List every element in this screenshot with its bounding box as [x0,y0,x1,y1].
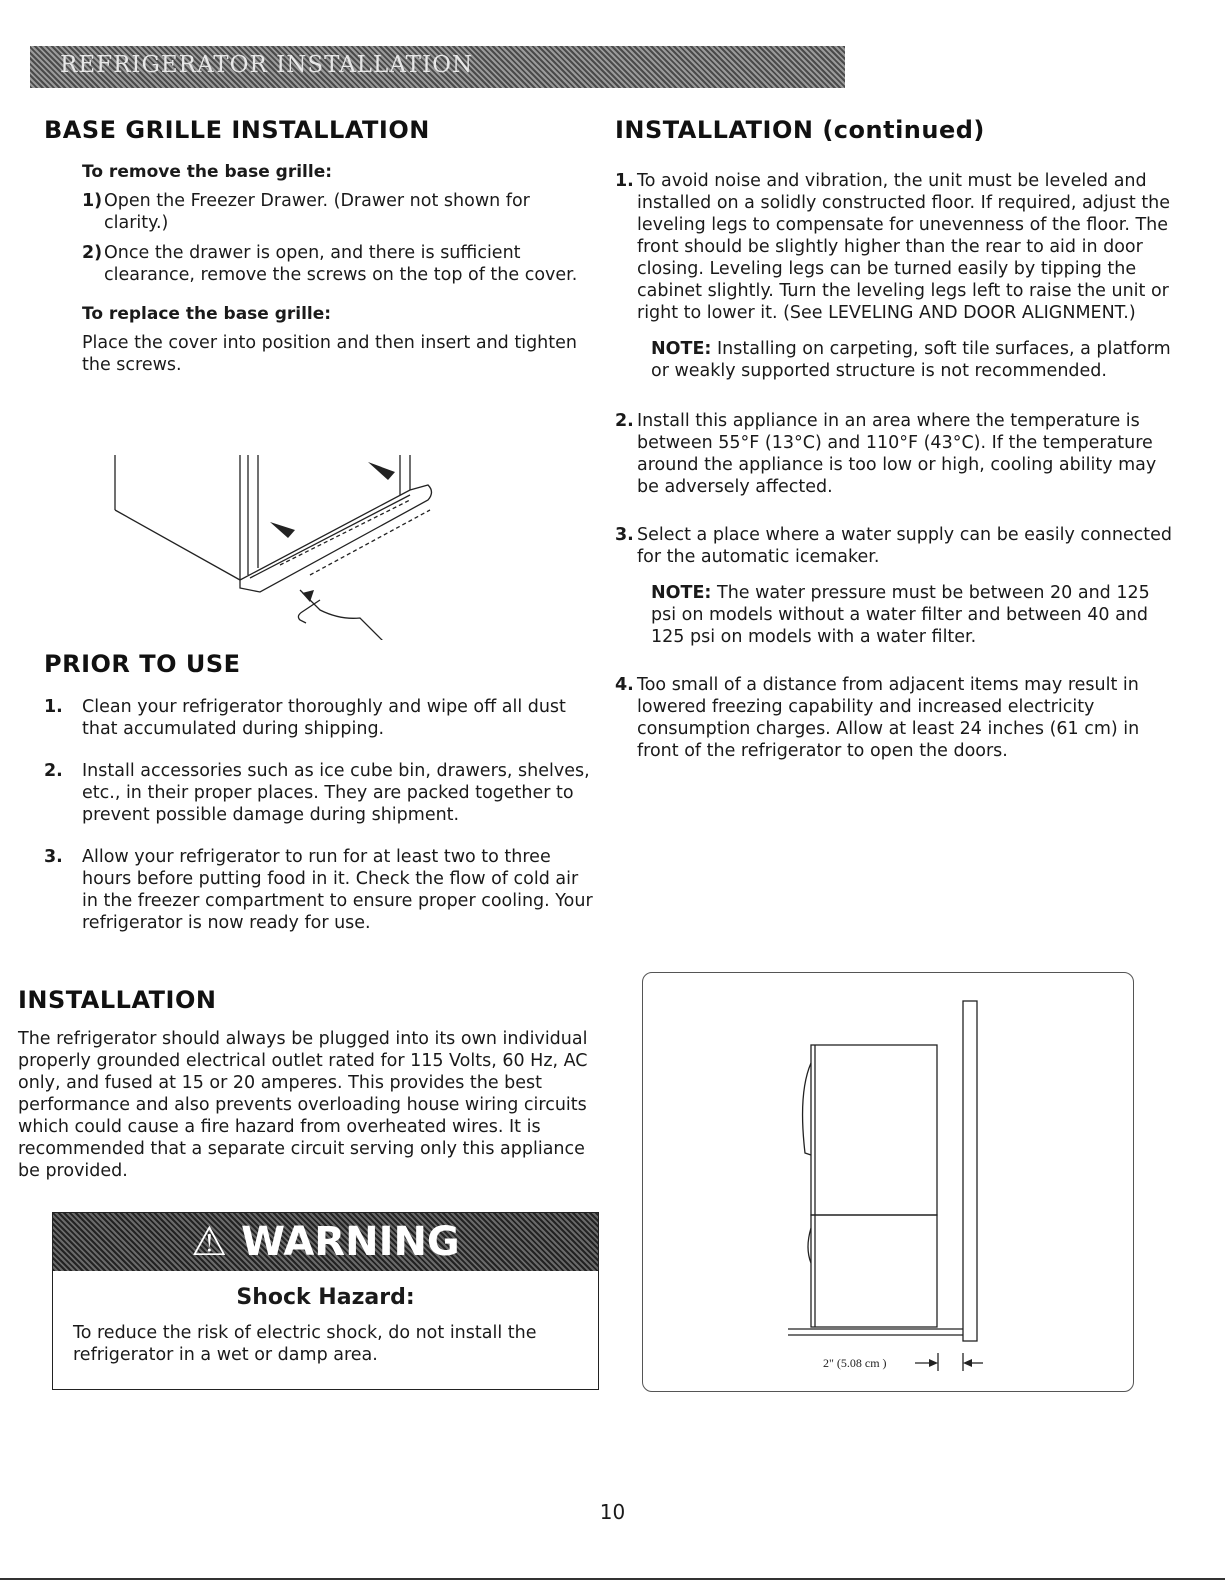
installation-title: INSTALLATION [18,986,217,1014]
step-text: Clean your refrigerator thoroughly and wipe off all dust that accumulated during shipping. [82,697,566,739]
list-item [615,524,1175,568]
step-number: 1. [615,171,634,191]
list-item [615,674,1175,762]
step-text: Once the drawer is open, and there is sufficient clearance, remove the screws on the top of the cover. [104,243,578,285]
remove-steps [82,190,589,286]
step-number: 3. [615,525,634,545]
step-number: 1. [44,697,63,717]
list-item [44,760,594,826]
installation-section [18,986,593,1182]
prior-section [44,650,594,942]
warning-box [52,1212,599,1390]
step-text: Install this appliance in an area where the temperature is between 55°F (13°C) and 110°F (43°C). If the temperature around the appliance is too low or high, cooling ability may be adversely affected. [637,411,1157,497]
replace-heading: To replace the base grille: [82,304,332,324]
prior-steps [44,696,594,934]
clearance-diagram [643,973,1133,1391]
note-label: NOTE: [651,583,712,603]
title-continued: (continued) [822,116,985,144]
warning-title: WARNING [241,1219,460,1265]
note-text: Installing on carpeting, soft tile surfaces, a platform or weakly supported structure is not recommended. [651,339,1171,381]
list-item [44,696,594,740]
page-bottom-rule [0,1578,1225,1580]
note-text: The water pressure must be between 20 and 125 psi on models without a water filter and between 40 and 125 psi on models with a water filter. [651,583,1150,647]
step-text: Select a place where a water supply can be easily connected for the automatic icemaker. [637,525,1173,567]
note-carpeting [651,338,1175,382]
note-water-pressure [651,582,1175,648]
section-banner [30,46,845,88]
clearance-diagram-frame [642,972,1134,1392]
left-column [44,116,589,376]
step-number: 4. [615,675,634,695]
warning-triangle-icon: ⚠ [191,1219,228,1265]
step-number: 2. [615,411,634,431]
step-number: 1) [82,191,103,211]
list-item [615,410,1175,498]
step-text: Allow your refrigerator to run for at least two to three hours before putting food in it. Check the flow of cold air in the freezer compartment to ensure proper cooling. Your refrigerator is now ready for use. [82,847,593,933]
clearance-label: 2" (5.08 cm ) [823,1356,887,1370]
warning-subtitle: Shock Hazard: [236,1285,415,1310]
prior-title: PRIOR TO USE [44,650,241,678]
page-number: 10 [599,1500,626,1524]
step-number: 2) [82,243,103,263]
title-main: INSTALLATION [615,116,814,144]
base-grille-illustration [110,450,450,640]
step-number: 3. [44,847,63,867]
list-item [82,190,589,234]
list-item [615,170,1175,324]
base-grille-title: BASE GRILLE INSTALLATION [44,116,430,144]
warning-header [53,1213,598,1271]
replace-text: Place the cover into position and then insert and tighten the screws. [82,333,577,375]
warning-text: To reduce the risk of electric shock, do not install the refrigerator in a wet or damp area. [73,1323,537,1365]
right-steps [615,170,1175,762]
remove-heading: To remove the base grille: [82,162,333,182]
list-item [44,846,594,934]
note-label: NOTE: [651,339,712,359]
installation-text: The refrigerator should always be plugged into its own individual properly grounded electrical outlet rated for 115 Volts, 60 Hz, AC only, and fused at 15 or 20 amperes. This provides the best performance and also prevents overloading house wiring circuits which could cause a fire hazard from overheated wires. It is recommended that a separate circuit serving only this appliance be provided. [18,1029,588,1181]
list-item [82,242,589,286]
step-number: 2. [44,761,63,781]
step-text: To avoid noise and vibration, the unit must be leveled and installed on a solidly constructed floor. If required, adjust the leveling legs to compensate for unevenness of the floor. The front should be slightly higher than the rear to aid in door closing. Leveling legs can be turned easily by tipping the cabinet slightly. Turn the leveling legs left to raise the unit or right to lower it. (See LEVELING AND DOOR ALIGNMENT.) [637,171,1171,323]
step-text: Open the Freezer Drawer. (Drawer not shown for clarity.) [104,191,530,233]
installation-continued-title [615,116,1175,144]
banner-title: REFRIGERATOR INSTALLATION [60,52,474,78]
right-column [615,116,1175,770]
step-text: Too small of a distance from adjacent items may result in lowered freezing capability and increased electricity consumption charges. Allow at least 24 inches (61 cm) in front of the refrigerator to open the doors. [637,675,1140,761]
step-text: Install accessories such as ice cube bin, drawers, shelves, etc., in their proper places. They are packed together to prevent possible damage during shipment. [82,761,590,825]
